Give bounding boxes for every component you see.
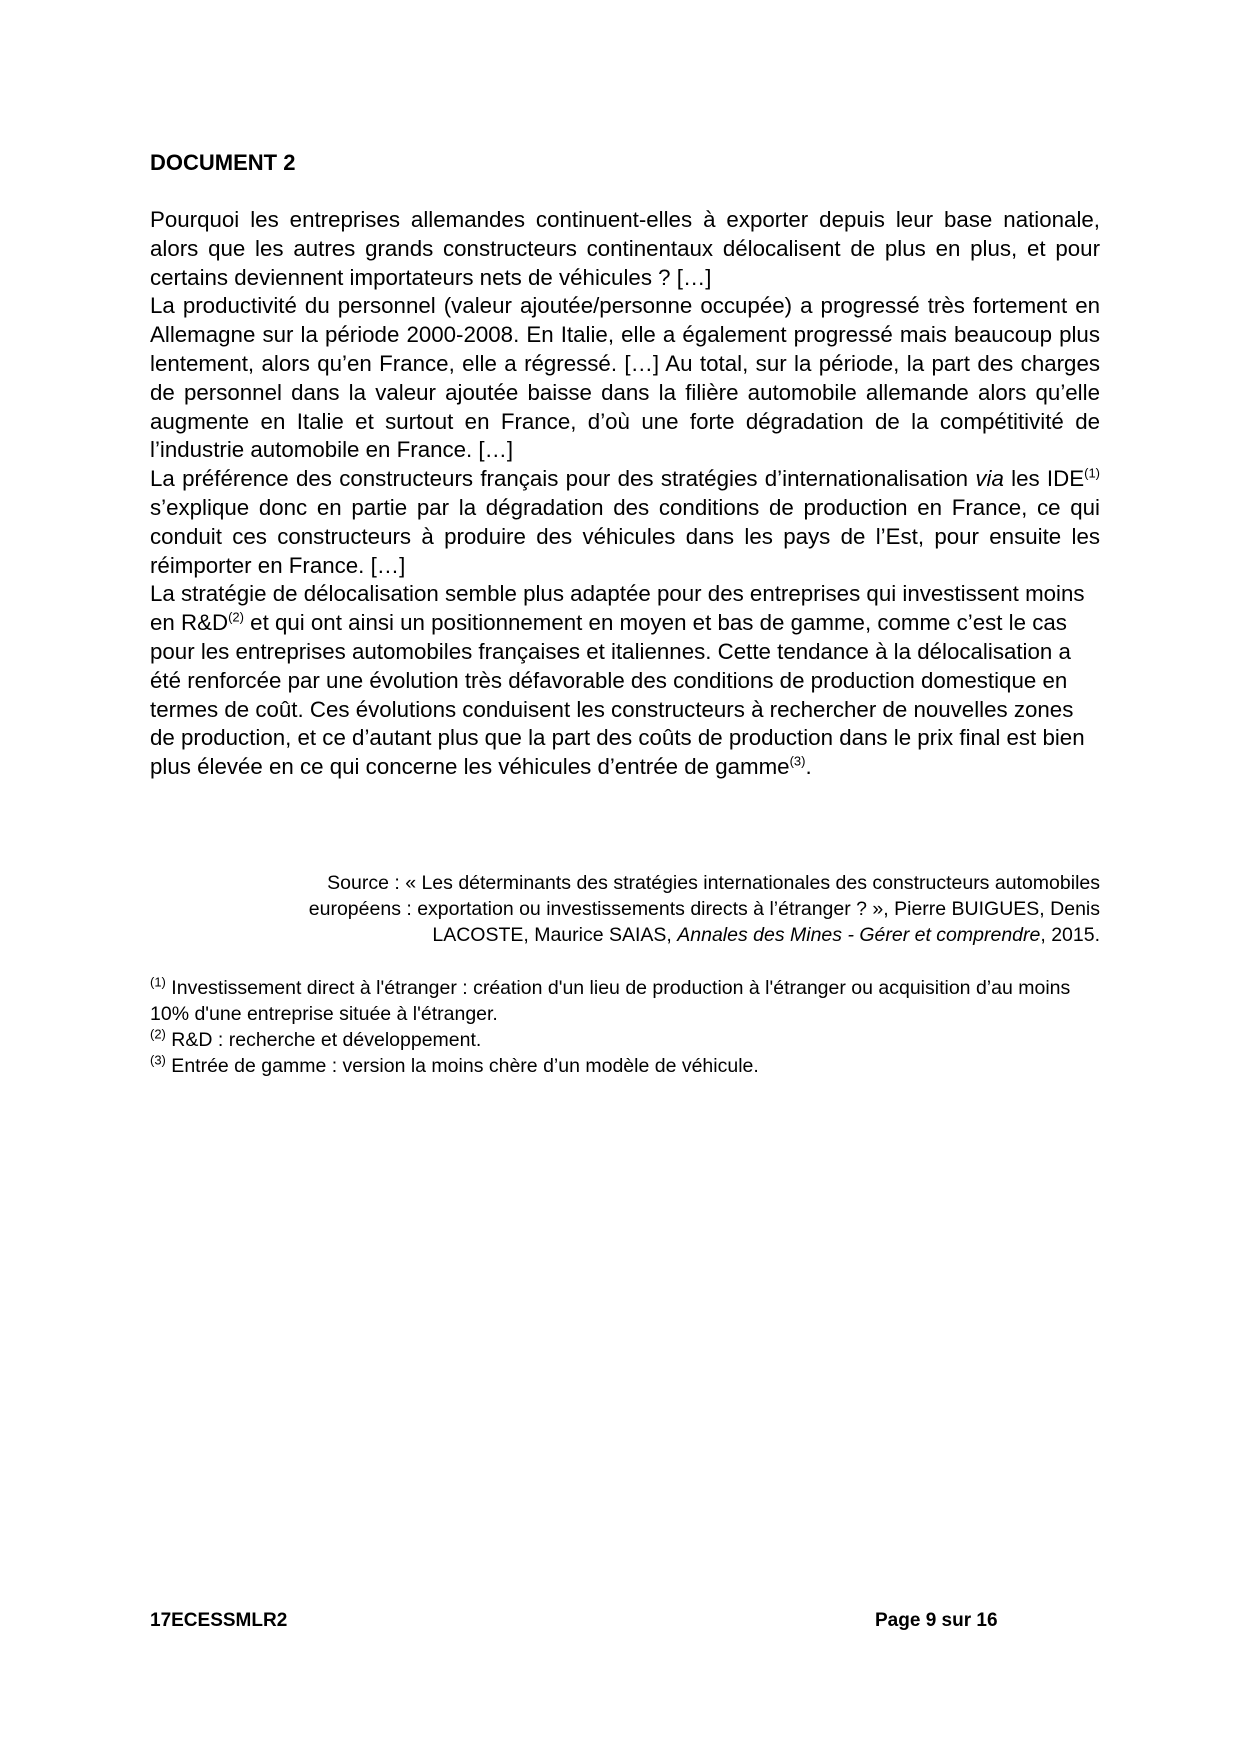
- footer-document-code: 17ECESSMLR2: [150, 1610, 288, 1631]
- footer-page-number: Page 9 sur 16: [875, 1610, 998, 1631]
- footnote-ref-2: (2): [228, 609, 244, 625]
- footnote-3: $^{(3)}$ Entrée de gamme : version la moins chère d’un modèle de véhicule.: [150, 1052, 759, 1077]
- footnote-ref-1: (1): [1084, 465, 1100, 481]
- paragraph-2: La productivité du personnel (valeur ajoutée/personne occupée) a progressé très fortement en Allemagne sur la période 2000-2008. En Italie, elle a également progressé mais beaucoup plus lentement, alors qu’en France, elle a régressé. […] Au total, sur la période, la part des charges de personnel dans la valeur ajoutée baisse dans la filière automobile allemande alors qu’elle augmente en Italie et surtout en France, d’où une forte dégradation de la compétitivité de l’industrie automobile en France. […]: [150, 293, 1100, 463]
- via-italic: via: [975, 466, 1004, 492]
- document-title: DOCUMENT 2: [150, 150, 296, 175]
- footnote-1: $^{(1)}$ Investissement direct à l'étranger : création d'un lieu de production à l'étranger ou acquisition d’au moins 10% d'une entreprise située à l'étranger.: [150, 974, 1071, 1025]
- source-journal-title: Annales des Mines - Gérer et comprendre: [677, 924, 1041, 946]
- paragraph-1: Pourquoi les entreprises allemandes continuent-elles à exporter depuis leur base nationale, alors que les autres grands constructeurs continentaux délocalisent de plus en plus, et pour certains deviennent importateurs nets de véhicules ? […]: [150, 207, 1100, 290]
- document-body: [150, 206, 1100, 782]
- footnote-2: $^{(2)}$ R&D : recherche et développement.: [150, 1026, 482, 1051]
- paragraph-3: La préférence des constructeurs français pour des stratégies d’internationalisation via les IDE$^{(1)}$ s’explique donc en partie par la dégradation des conditions de production en France, ce qui conduit ces constructeurs à produire des véhicules dans les pays de l’Est, pour ensuite les réimporter en France. […]: [150, 465, 1100, 578]
- paragraph-4: La stratégie de délocalisation semble plus adaptée pour des entreprises qui investissent moins en $R\&D^{(2)}$ et qui ont ainsi un positionnement en moyen et bas de gamme, comme c’est le cas pour les entreprises automobiles françaises et italiennes. Cette tendance à la délocalisation a été renforcée par une évolution très défavorable des conditions de production domestique en termes de coût. Ces évolutions conduisent les constructeurs à rechercher de nouvelles zones de production, et ce d’autant plus que la part des coûts de production dans le prix final est bien plus élevée en ce qui concerne les véhicules d’entrée de gamme$^{(3)}$.: [150, 581, 1085, 780]
- source-citation: Source : « Les déterminants des stratégies internationales des constructeurs automobiles européens : exportation ou investissements directs à l’étranger ? », Pierre BUIGUES, Denis LACOSTE, Maurice SAIAS, Annales des Mines - Gérer et comprendre, 2015.: [308, 872, 1100, 946]
- footnotes: [150, 975, 1100, 1079]
- footnote-ref-3: (3): [789, 753, 806, 769]
